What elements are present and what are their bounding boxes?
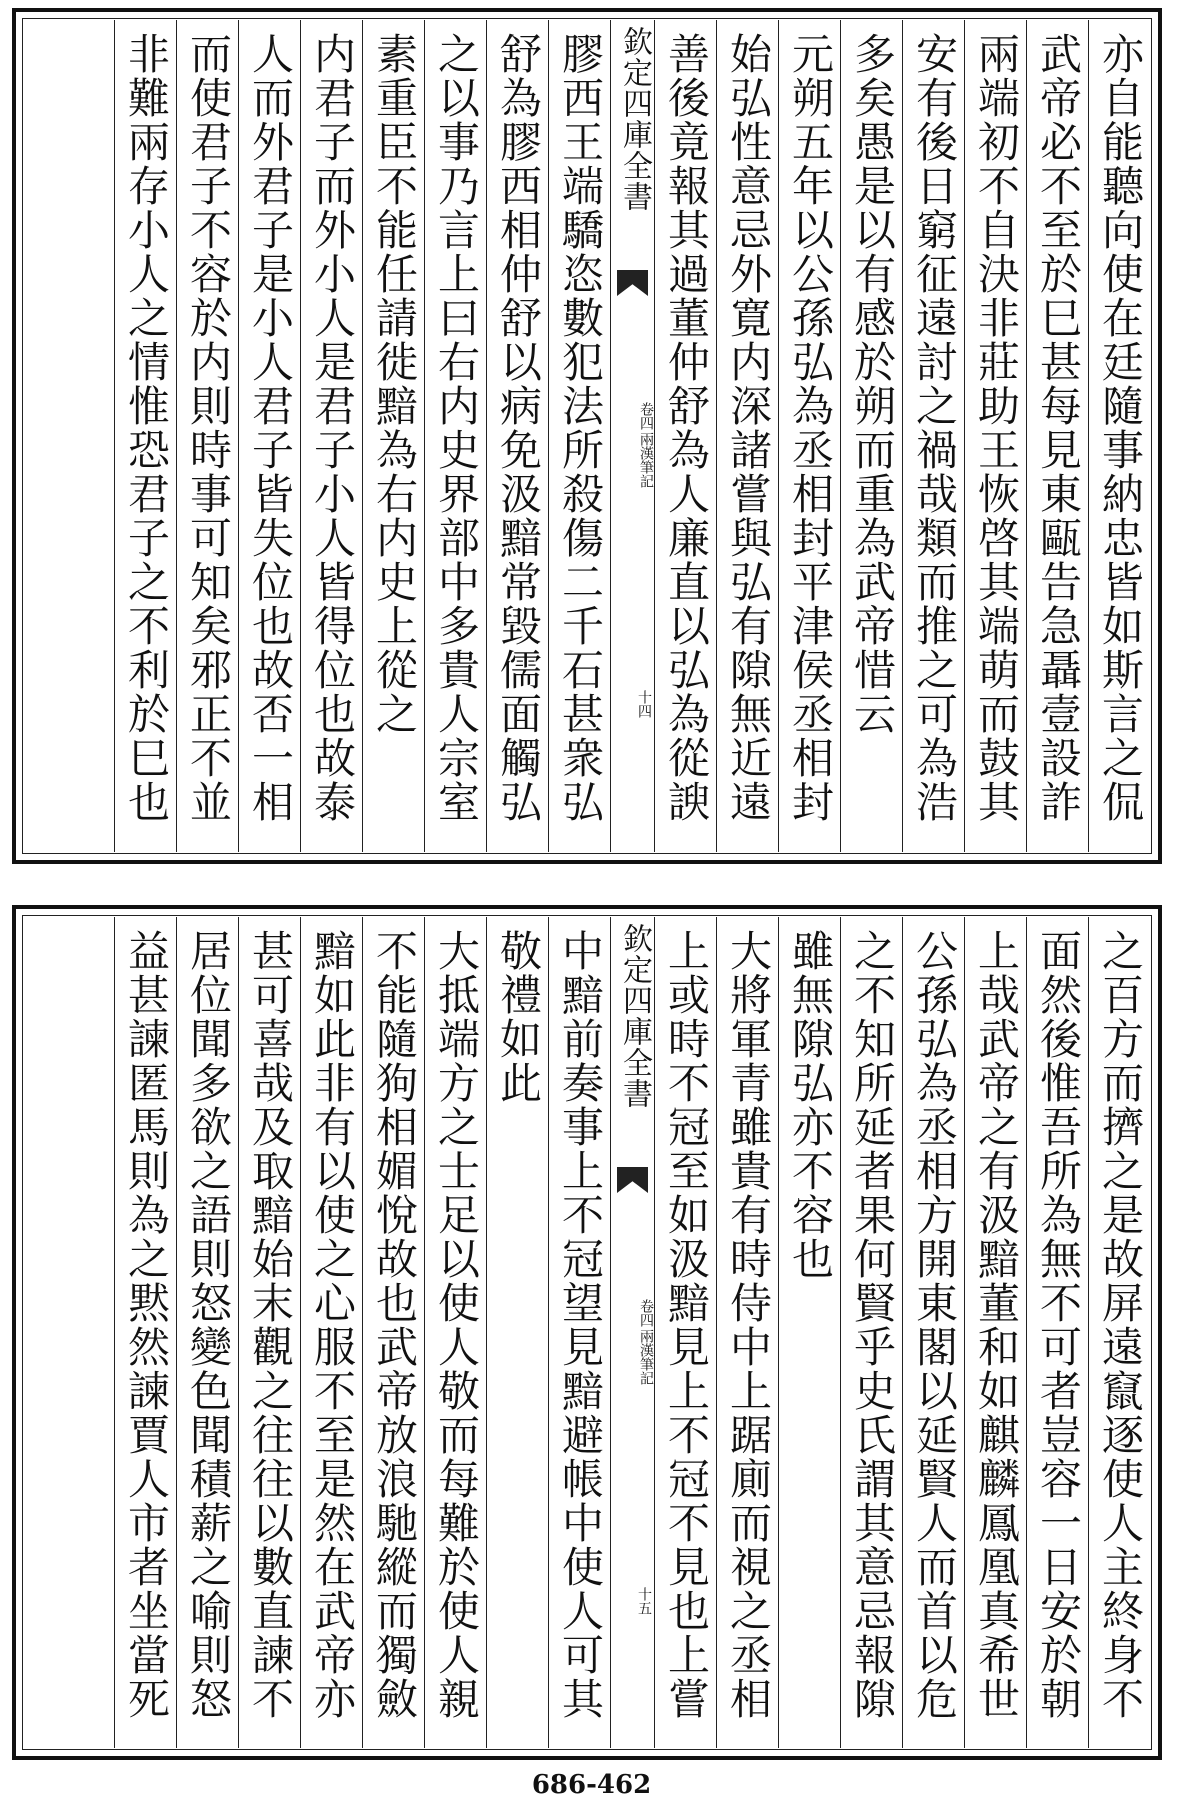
text-column: 多矣愚是以有感於朔而重為武帝惜云 — [840, 20, 902, 852]
text-column: 黯如此非有以使之心服不至是然在武帝亦 — [300, 917, 362, 1748]
text-column: 面然後惟吾所為無不可者豈容一日安於朝 — [1026, 917, 1088, 1748]
text-column: 大抵端方之士足以使人敬而每難於使人親 — [424, 917, 486, 1748]
text-column: 元朔五年以公孫弘為丞相封平津侯丞相封 — [778, 20, 840, 852]
text-column: 大將軍青雖貴有時侍中上踞廁而視之丞相 — [716, 917, 778, 1748]
text-column: 之以事乃言上曰右内史界部中多貴人宗室 — [424, 20, 486, 852]
text-column: 内君子而外小人是君子小人皆得位也故泰 — [300, 20, 362, 852]
folio-number: 十五 — [636, 1587, 652, 1615]
bottom-page — [12, 905, 1162, 1760]
text-column: 膠西王端驕恣數犯法所殺傷二千石甚衆弘 — [548, 20, 610, 852]
text-column: 不能隨狗相媚悅故也武帝放浪馳縱而獨斂 — [362, 917, 424, 1748]
text-column: 安有後日窮征遠討之禍哉類而推之可為浩 — [902, 20, 964, 852]
bottom-columns — [24, 917, 1150, 1748]
text-column: 公孫弘為丞相方開東閣以延賢人而首以危 — [902, 917, 964, 1748]
center-margin — [610, 917, 654, 1748]
text-column: 上或時不冠至如汲黯見上不冠不見也上嘗 — [654, 917, 716, 1748]
text-column: 善後竟報其過董仲舒為人廉直以弘為從諛 — [654, 20, 716, 852]
book-title: 兩漢筆記 — [638, 432, 654, 488]
page-code: 686-462 — [531, 1770, 652, 1800]
book-info — [611, 385, 654, 505]
library-title: 欽定四庫全書 — [617, 923, 652, 1109]
volume-label: 卷四 — [638, 402, 654, 430]
text-column: 之不知所延者果何賢乎史氏謂其意忌報隙 — [840, 917, 902, 1748]
top-page — [12, 8, 1162, 864]
text-column: 人而外君子是小人君子皆失位也故否一相 — [238, 20, 300, 852]
center-margin — [610, 20, 654, 852]
text-column: 上哉武帝之有汲黯董和如麒麟鳳凰真希世 — [964, 917, 1026, 1748]
text-column: 益甚諫匿馬則為之黙然諫賈人市者坐當死 — [114, 917, 176, 1748]
text-column: 甚可喜哉及取黯始末觀之往往以數直諫不 — [238, 917, 300, 1748]
library-title: 欽定四庫全書 — [617, 26, 652, 212]
text-column: 敬禮如此 — [486, 917, 548, 1748]
text-column: 之百方而擠之是故屏遠竄逐使人主終身不 — [1088, 917, 1150, 1748]
text-column: 始弘性意忌外寛内深諸嘗與弘有隙無近遠 — [716, 20, 778, 852]
volume-label: 卷四 — [638, 1299, 654, 1327]
book-info — [611, 1282, 654, 1402]
text-column: 素重臣不能任請徙黯為右内史上從之 — [362, 20, 424, 852]
text-column: 亦自能聽向使在廷隨事納忠皆如斯言之侃 — [1088, 20, 1150, 852]
text-column: 而使君子不容於内則時事可知矣邪正不並 — [176, 20, 238, 852]
top-columns — [24, 20, 1150, 852]
book-title: 兩漢筆記 — [638, 1329, 654, 1385]
text-column: 中黯前奏事上不冠望見黯避帳中使人可其 — [548, 917, 610, 1748]
text-column: 舒為膠西相仲舒以病免汲黯常毀儒面觸弘 — [486, 20, 548, 852]
text-column: 居位聞多欲之語則怒變色聞積薪之喻則怒 — [176, 917, 238, 1748]
text-column: 雖無隙弘亦不容也 — [778, 917, 840, 1748]
folio-number: 十四 — [636, 690, 652, 718]
text-column: 武帝必不至於巳甚每見東甌告急聶壹設詐 — [1026, 20, 1088, 852]
text-column: 非難兩存小人之情惟恐君子之不利於巳也 — [114, 20, 176, 852]
text-column: 兩端初不自決非莊助王恢啓其端萌而鼓其 — [964, 20, 1026, 852]
